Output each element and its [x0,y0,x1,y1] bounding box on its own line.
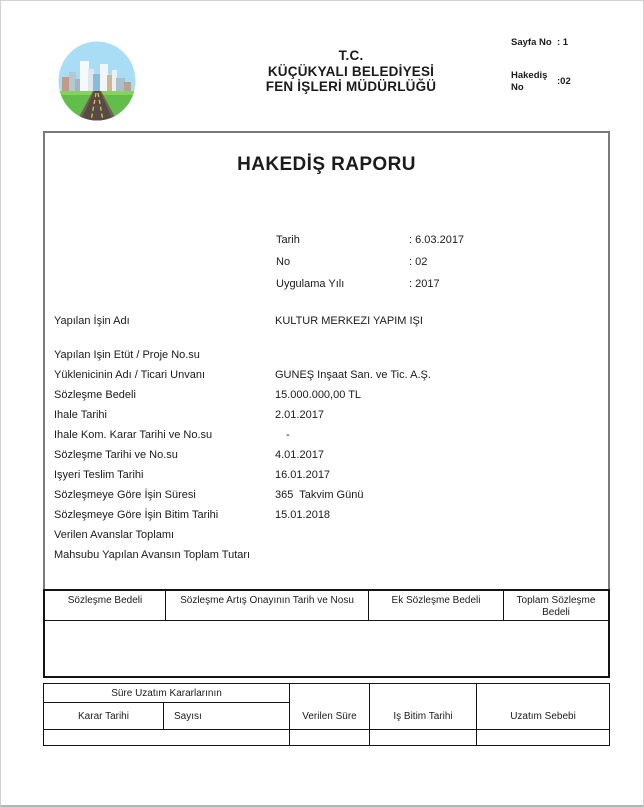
hakedis-no-label-line1: Hakediş [511,70,548,81]
field-label: Sözleşmeye Göre İşin Bitim Tarihi [54,509,219,521]
field-row [54,345,600,365]
extension-empty-cell [289,729,370,746]
col-is-bitim-tarihi-label: Iş Bitim Tarihi [393,711,453,722]
meta-label: Uygulama Yılı [276,278,345,290]
contract-price-table [43,589,610,678]
col-uzatim-sebebi-label: Uzatım Sebebi [510,711,576,722]
field-value: 15.01.2018 [275,509,331,521]
field-label: Yapılan Işin Etüt / Proje No.su [54,349,200,361]
org-department-line: FEN İŞLERİ MÜDÜRLÜĞÜ [265,79,437,94]
col-verilen-sure-label: Verilen Süre [302,711,357,722]
field-label: Sözleşme Tarihi ve No.su [54,449,178,461]
col-sozlesme-bedeli: Sözleşme Bedeli [45,591,166,620]
hakedis-number-row [511,70,621,93]
field-value: KULTUR MERKEZI YAPIM IŞI [275,315,423,327]
field-row [54,405,600,425]
municipality-logo-icon [58,41,136,121]
field-label: Yüklenicinin Adı / Ticari Unvanı [54,369,206,381]
hakedis-no-value: :02 [557,76,571,87]
extension-empty-cell [43,729,290,746]
col-artis-onayi: Sözleşme Artış Onayının Tarih ve Nosu [166,591,369,620]
org-header [226,48,476,95]
field-row [54,425,600,445]
field-row [54,485,600,505]
meta-value: : 6.03.2017 [409,234,465,246]
field-label: Ihale Tarihi [54,409,107,421]
col-karar-tarihi: Karar Tarihi [43,702,164,730]
field-value: GUNEŞ Inşaat San. ve Tic. A.Ş. [275,369,431,381]
report-fields [54,311,600,565]
col-uzatim-sebebi [476,683,610,730]
field-label: Verilen Avanslar Toplamı [54,529,175,541]
contract-price-empty-row [45,621,608,676]
extension-empty-cell [476,729,610,746]
field-row [54,445,600,465]
contract-price-table-header [45,591,608,621]
field-value: - [286,429,290,441]
hakedis-no-label-line2: No [511,81,524,93]
field-value: 4.01.2017 [275,449,324,461]
page-no-label: Sayfa No [511,37,552,48]
col-ek-sozlesme-bedeli: Ek Sözleşme Bedeli [369,591,504,620]
field-value: 16.01.2017 [275,469,331,481]
meta-value: : 2017 [409,278,440,290]
org-country-line: T.C. [338,48,364,63]
field-value: 15.000.000,00 TL [275,389,362,401]
field-value: 2.01.2017 [275,409,324,421]
meta-label: No [276,256,291,268]
field-row [54,525,600,545]
extension-empty-cell [369,729,477,746]
page-number-row [511,37,568,48]
meta-row-no [276,251,464,273]
field-row [54,311,600,331]
field-row [54,365,600,385]
field-label: Yapılan İşin Adı [54,315,130,327]
field-row [54,505,600,525]
report-title: HAKEDİŞ RAPORU [237,154,416,175]
page-no-value: : 1 [557,37,569,48]
col-verilen-sure [289,683,370,730]
report-meta [276,229,464,295]
field-row [54,465,600,485]
col-is-bitim-tarihi [369,683,477,730]
field-label: Işyeri Teslim Tarihi [54,469,144,481]
meta-row-uygulama-yili [276,273,464,295]
col-sayisi: Sayısı [163,702,290,730]
meta-label: Tarih [276,234,300,246]
field-row [54,385,600,405]
meta-row-tarih [276,229,464,251]
field-label: Sözleşme Bedeli [54,389,136,401]
field-label: Sözleşmeye Göre İşin Süresi [54,489,196,501]
col-group-sure-uzatim: Süre Uzatım Kararlarının [43,683,290,703]
meta-value: : 02 [409,256,428,268]
col-toplam-sozlesme-bedeli: Toplam Sözleşme Bedeli [516,595,596,618]
org-municipality-line: KÜÇÜKYALI BELEDİYESİ [267,63,435,79]
field-row [54,545,600,565]
field-label: Ihale Kom. Karar Tarihi ve No.su [54,429,213,441]
field-label: Mahsubu Yapılan Avansın Toplam Tutarı [54,549,251,561]
field-value: 365 Takvim Günü [275,489,364,501]
time-extension-table [43,683,610,746]
